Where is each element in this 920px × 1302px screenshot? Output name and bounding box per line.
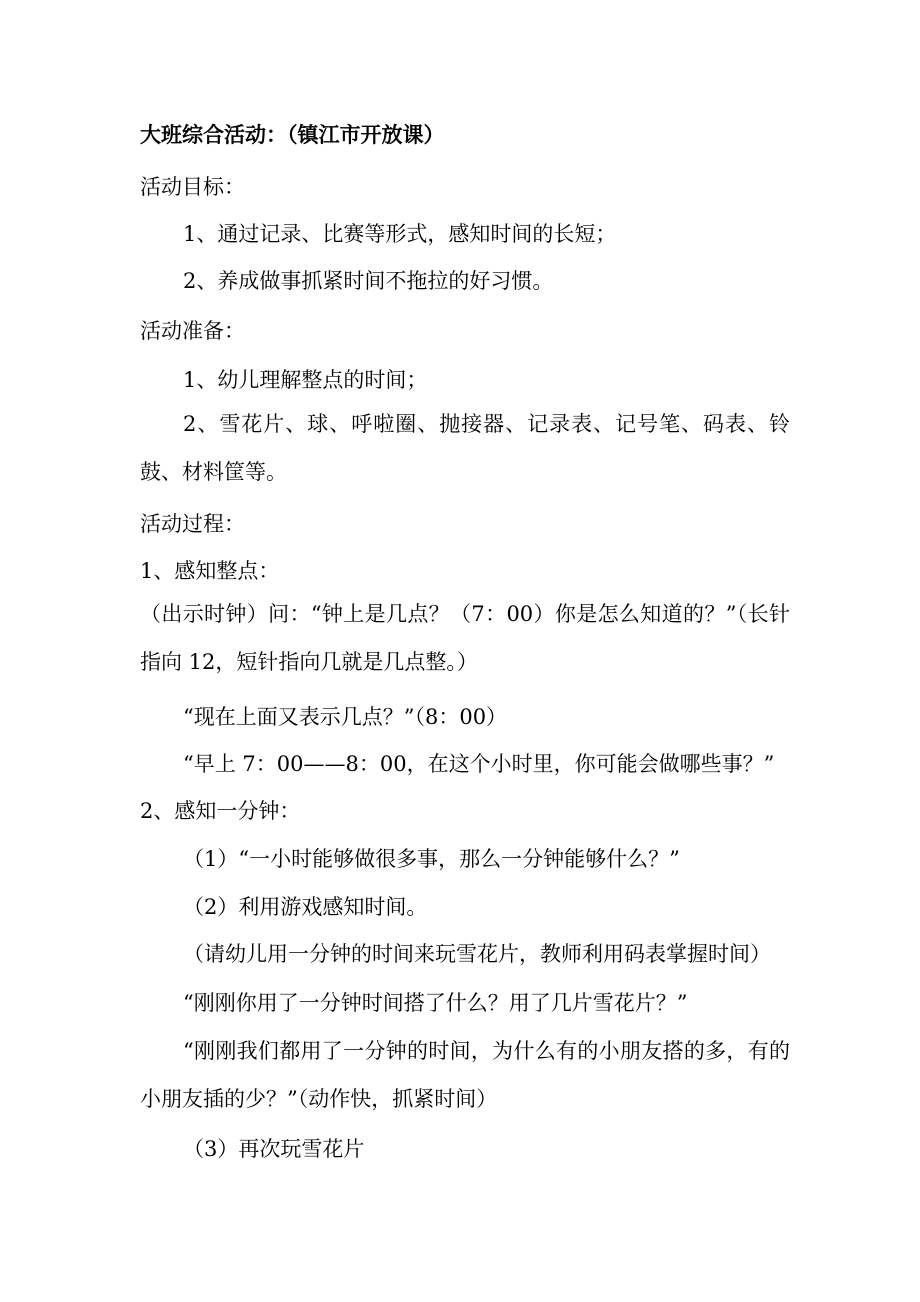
- goal-item: 1、通过记录、比赛等形式，感知时间的长短；: [183, 222, 617, 246]
- step2-paragraph: （1）“一小时能够做很多事，那么一分钟能够什么？”: [183, 847, 680, 871]
- step2-paragraph: （3）再次玩雪花片: [183, 1137, 365, 1161]
- step2-paragraph: （请幼儿用一分钟的时间来玩雪花片，教师利用码表掌握时间）: [183, 942, 771, 966]
- process-heading: 活动过程：: [140, 512, 245, 536]
- step1-paragraph: “现在上面又表示几点？”（8：00）: [183, 705, 508, 729]
- step2-paragraph: “刚刚我们都用了一分钟的时间，为什么有的小朋友搭的多，有的小朋友插的少？”（动作快，抓紧时间）: [140, 1039, 790, 1111]
- step1-paragraph: “早上 7：00——8：00，在这个小时里，你可能会做哪些事？”: [183, 752, 775, 776]
- step2-paragraph: （2）利用游戏感知时间。: [183, 895, 428, 919]
- step1-paragraph: （出示时钟）问：“钟上是几点？（7：00）你是怎么知道的？”（长针指向 12，短针指向几就是几点整。）: [140, 602, 790, 674]
- preparation-heading: 活动准备：: [140, 319, 245, 343]
- preparation-item: 2、雪花片、球、呼啦圈、抛接器、记录表、记号笔、码表、铃鼓、材料筐等。: [140, 412, 790, 484]
- goal-item: 2、养成做事抓紧时间不拖拉的好习惯。: [183, 269, 554, 293]
- document-title: 大班综合活动：（镇江市开放课）: [140, 123, 445, 147]
- step2-paragraph: “刚刚你用了一分钟时间搭了什么？用了几片雪花片？”: [183, 991, 688, 1015]
- goals-heading: 活动目标：: [140, 175, 245, 199]
- step1-heading: 1、感知整点：: [140, 559, 280, 583]
- step2-heading: 2、感知一分钟：: [140, 799, 301, 823]
- preparation-item: 1、幼儿理解整点的时间；: [183, 368, 428, 392]
